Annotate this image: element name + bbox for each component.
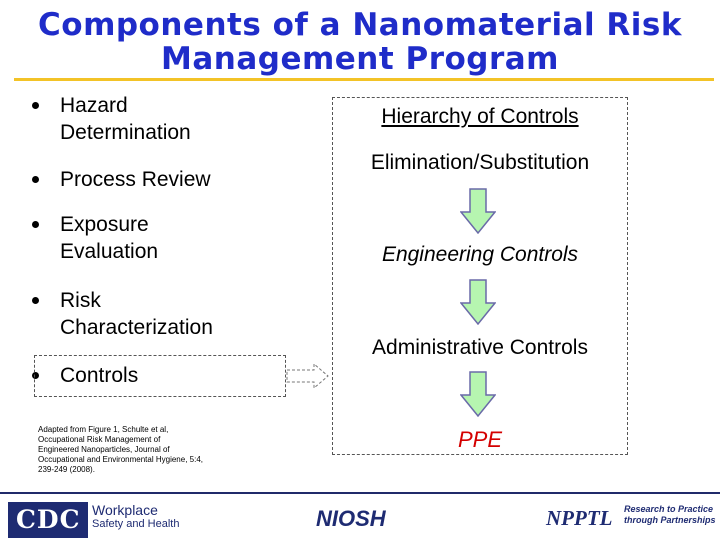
npptl-logo: NPPTL xyxy=(546,506,613,530)
bullet-text-line-1: Controls xyxy=(60,364,139,387)
bullet-text-line-1: Hazard xyxy=(60,94,128,117)
hierarchy-item-ppe: PPE xyxy=(457,427,503,452)
cdc-logo xyxy=(8,502,88,538)
workplace-logo-line-2: Safety and Health xyxy=(92,518,180,530)
hierarchy-item-engineering: Engineering Controls xyxy=(381,243,579,266)
npptl-tagline-line-2: through Partnerships xyxy=(624,515,716,525)
bullet-dot-icon xyxy=(32,102,39,109)
slide-title xyxy=(0,8,720,76)
npptl-tagline-line-1: Research to Practice xyxy=(624,504,714,514)
slide-title-line-1: Components of a Nanomaterial Risk xyxy=(38,7,682,43)
bullet-text-line-2: Characterization xyxy=(60,316,213,339)
bullet-text-line-1: Exposure xyxy=(60,213,149,236)
hierarchy-item-administrative: Administrative Controls xyxy=(372,336,588,359)
right-arrow-icon xyxy=(286,363,330,389)
bullet-process-review xyxy=(32,166,211,193)
bullet-text-line-2: Determination xyxy=(60,121,191,144)
workplace-safety-logo xyxy=(92,503,179,531)
bullet-text-line-1: Process Review xyxy=(60,168,211,191)
bullet-exposure-evaluation xyxy=(32,211,158,265)
controls-highlight-box xyxy=(34,355,286,397)
footer-bar xyxy=(0,492,720,542)
bullet-risk-characterization xyxy=(32,287,213,341)
cdc-logo-text: CDC xyxy=(16,505,81,534)
bullet-hazard-determination xyxy=(32,92,191,146)
bullet-dot-icon xyxy=(32,176,39,183)
niosh-logo: NIOSH xyxy=(316,506,386,531)
bullet-text-line-1: Risk xyxy=(60,289,101,312)
slide-title-line-2: Management Program xyxy=(161,41,559,77)
down-arrow-icon xyxy=(460,279,496,325)
citation-note: Adapted from Figure 1, Schulte et al, Occupational Risk Management of Engineered Nanoparticles, Journal of Occupational and Environmental Hygiene, 5:4, 239-249 (2008). xyxy=(38,425,203,474)
down-arrow-icon xyxy=(460,188,496,234)
workplace-logo-line-1: Workplace xyxy=(92,502,158,518)
bullet-dot-icon xyxy=(32,221,39,228)
hierarchy-item-elimination: Elimination/Substitution xyxy=(370,151,590,174)
title-divider xyxy=(14,78,714,81)
hierarchy-title: Hierarchy of Controls xyxy=(381,105,579,128)
bullet-text-line-2: Evaluation xyxy=(60,240,159,263)
down-arrow-icon xyxy=(460,371,496,417)
npptl-tagline xyxy=(624,504,716,526)
bullet-dot-icon xyxy=(32,297,39,304)
